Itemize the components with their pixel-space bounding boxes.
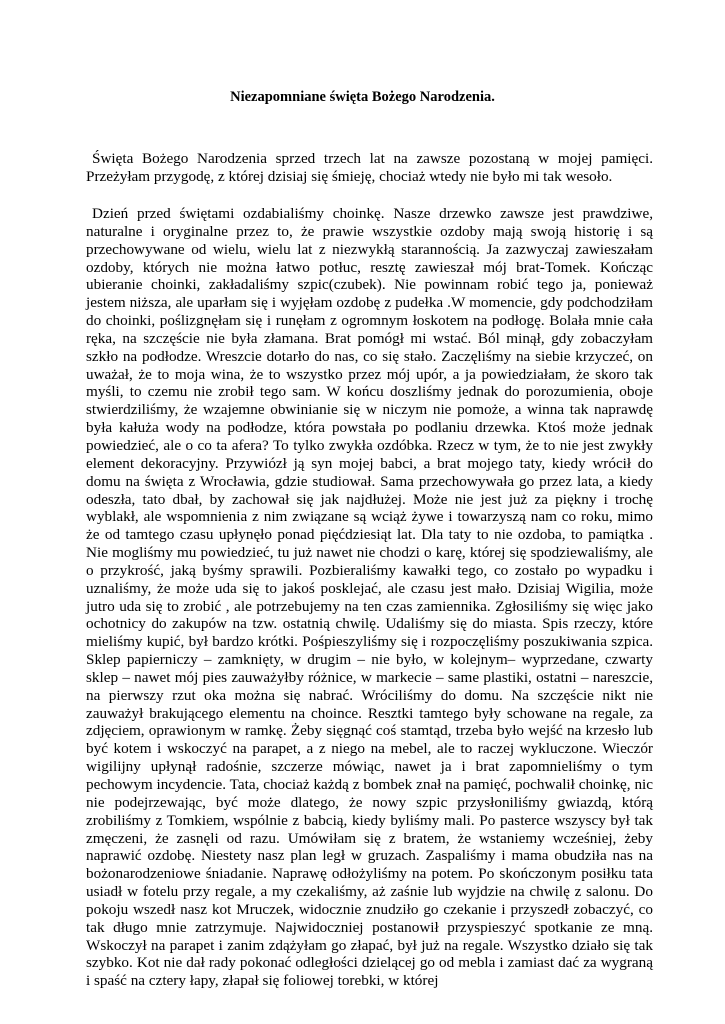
paragraph-intro: Święta Bożego Narodzenia sprzed trzech lat na zawsze pozostaną w mojej pamięci. Przeżyłam przygodę, z której dzisiaj się śmieję, chociaż wtedy nie było mi tak wesoło. <box>86 150 653 185</box>
paragraph-story: Dzień przed świętami ozdabialiśmy choinkę. Nasze drzewko zawsze jest prawdziwe, naturalne i oryginalne przez to, że prawie wszystkie ozdoby mają swoją historię i są przechowywane od wielu, wielu lat z niezwykłą starannością. Ja zazwyczaj zawieszałam ozdoby, których nie można łatwo potłuc, resztę zawieszał mój brat-Tomek. Kończąc ubieranie choinki, zakładaliśmy szpic(czubek). Nie powinnam robić tego ja, ponieważ jestem niższa, ale uparłam się i wyjęłam ozdobę z pudełka .W momencie, gdy podchodziłam do choinki, poślizgnęłam się i runęłam z ogromnym łoskotem na podłogę. Bolała mnie cała ręka, na szczęście nie była złamana. Brat pomógł mi wstać. Ból minął, gdy zobaczyłam szkło na podłodze. Wreszcie dotarło do nas, co się stało. Zaczęliśmy na siebie krzyczeć, on uważał, że to moja wina, że to wszystko przez mój upór, a ja powiedziałam, że skoro tak myśli, to czemu nie zrobił tego sam. W końcu doszliśmy jednak do porozumienia, oboje stwierdziliśmy, że wzajemne obwinianie się w niczym nie pomoże, a winna tak naprawdę była kałuża wody na podłodze, która powstała po podlaniu drzewka. Ktoś może jednak powiedzieć, ale o co ta afera? To tylko zwykła ozdóbka. Rzecz w tym, że to nie jest zwykły element dekoracyjny. Przywiózł ją syn mojej babci, a brat mojego taty, kiedy wrócił do domu na święta z Wrocławia, gdzie studiował. Sama przechowywała go przez lata, a kiedy odeszła, tato dbał, by zachował się jak najdłużej. Może nie jest już za piękny i trochę wyblakł, ale wspomnienia z nim związane są wciąż żywe i towarzyszą nam co roku, mimo że od tamtego czasu upłynęło ponad pięćdziesiąt lat. Dla taty to nie ozdoba, to pamiątka . Nie mogliśmy mu powiedzieć, tu już nawet nie chodzi o karę, której się spodziewaliśmy, ale o przykrość, jaką byśmy sprawili. Pozbieraliśmy kawałki tego, co zostało po wypadku i uznaliśmy, że może uda się to jakoś posklejać, ale czasu jest mało. Dzisiaj Wigilia, może jutro uda się to zrobić , ale potrzebujemy na ten czas zamiennika. Zgłosiliśmy się więc jako ochotnicy do zakupów na tzw. ostatnią chwilę. Udaliśmy się do miasta. Spis rzeczy, które mieliśmy kupić, był bardzo krótki. Pośpieszyliśmy się i rozpoczęliśmy poszukiwania szpica. Sklep papierniczy – zamknięty, w drugim – nie było, w kolejnym– wyprzedane, czwarty sklep – nawet mój pies zauważyłby różnice, w markecie – same plastiki, ostatni – nareszcie, na pierwszy rzut oka można się nabrać. Wróciliśmy do domu. Na szczęście nikt nie zauważył brakującego elementu na choince. Resztki tamtego były schowane na regale, za zdjęciem, oprawionym w ramkę. Żeby sięgnąć coś stamtąd, trzeba było wejść na krzesło lub być kotem i wskoczyć na parapet, a z niego na mebel, ale to raczej wykluczone. Wieczór wigilijny upłynął radośnie, szczerze mówiąc, nawet ja i brat zapomnieliśmy o tym pechowym incydencie. Tata, chociaż każdą z bombek znał na pamięć, pochwalił choinkę, nic nie podejrzewając, być może dlatego, że nowy szpic przysłoniliśmy gwiazdą, którą zrobiliśmy z Tomkiem, wspólnie z babcią, kiedy byliśmy mali. Po pasterce wszyscy był tak zmęczeni, że zasnęli od razu. Umówiłam się z bratem, że wstaniemy wcześniej, żeby naprawić ozdobę. Niestety nasz plan legł w gruzach. Zaspaliśmy i mama obudziła nas na bożonarodzeniowe śniadanie. Naprawę odłożyliśmy na potem. Po skończonym posiłku tata usiadł w fotelu przy regale, a my czekaliśmy, aż zaśnie lub wyjdzie na chwilę z salonu. Do pokoju wszedł nasz kot Mruczek, widocznie znudziło go czekanie i przyszedł zobaczyć, co tak długo mnie zatrzymuje. Najwidoczniej postanowił przyspieszyć spotkanie ze mną. Wskoczył na parapet i zanim zdążyłam go złapać, był już na regale. Wszystko działo się tak szybko. Kot nie dał rady pokonać odległości dzielącej go od mebla i zamiast dać za wygraną i spaść na cztery łapy, złapał się foliowej torebki, w której <box>86 205 653 990</box>
document-title: Niezapomniane święta Bożego Narodzenia. <box>230 89 495 105</box>
